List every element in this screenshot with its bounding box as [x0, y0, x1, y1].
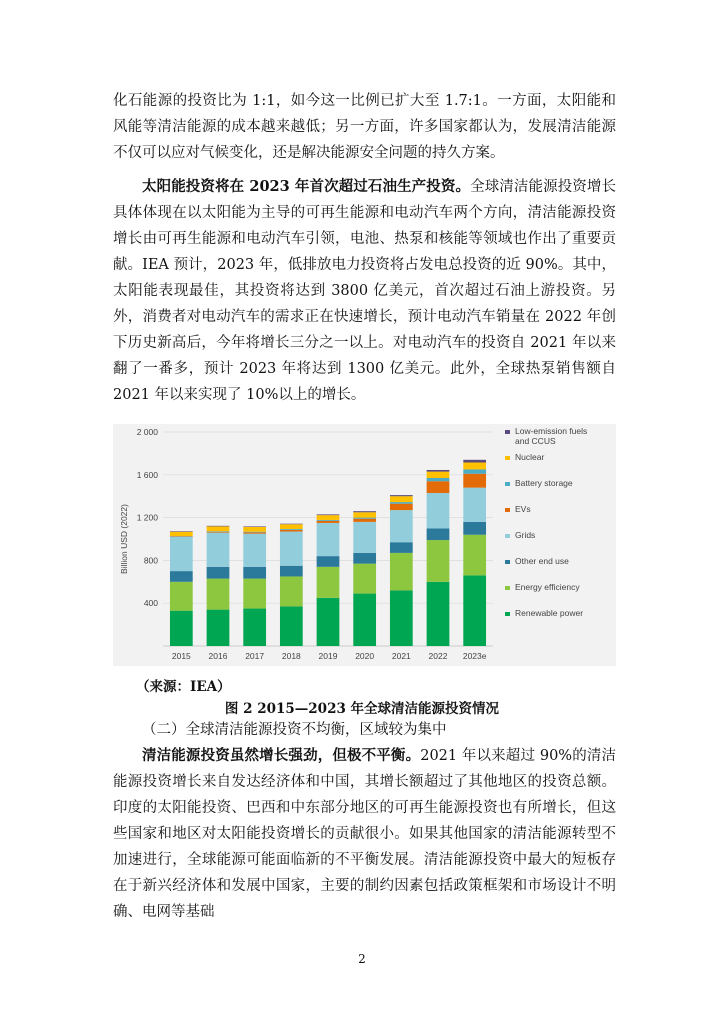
paragraph-solar-investment: [113, 174, 616, 408]
bar-segment: [207, 610, 230, 646]
y-axis-title: Billion USD (2022): [119, 504, 129, 574]
bar-segment: [353, 518, 376, 519]
paragraph-lead: 太阳能投资将在 2023 年首次超过石油生产投资。: [142, 178, 471, 195]
bar-segment: [243, 526, 266, 527]
bar-segment: [243, 534, 266, 567]
legend-label: Energy efficiency: [515, 582, 580, 592]
bar-segment: [170, 537, 193, 571]
bar-segment: [390, 553, 413, 590]
paragraph-imbalance: [113, 743, 616, 925]
bar-segment: [463, 575, 486, 646]
bar-segment: [317, 556, 340, 567]
bar-segment: [353, 594, 376, 646]
bar-segment: [427, 472, 450, 478]
bar-segment: [243, 567, 266, 579]
bar-segment: [463, 522, 486, 535]
legend-swatch: [505, 430, 510, 434]
legend-label: Battery storage: [515, 478, 573, 488]
x-tick-label: 2019: [318, 651, 338, 661]
x-tick-label: 2023e: [462, 651, 487, 661]
bar-segment: [170, 536, 193, 537]
paragraph-body: 全球清洁能源投资增长具体体现在以太阳能为主导的可再生能源和电动汽车两个方向，清洁能源投资增长由可再生能源和电动汽车引领，电池、热泵和核能等领域也作出了重要贡献。IEA 预计，2023 年，低排放电力投资将占发电总投资的近 90%。其中，太阳能表现最佳，其投资将达到 3800 亿美元，首次超过石油上游投资。另外，消费者对电动汽车的需求正在快速增长，预计电动汽车销量在 2022 年创下历史新高后，今年将增长三分之一以上。对电动汽车的投资自 2021 年以来翻了一番多，预计 2023 年将达到 1300 亿美元。此外，全球热泵销售额自 2021 年以来实现了 10%以上的增长。: [113, 179, 617, 403]
bar-segment: [463, 460, 486, 463]
y-tick-label: 400: [143, 598, 158, 609]
bar-segment: [207, 533, 230, 567]
bar-segment: [207, 532, 230, 533]
legend-swatch: [505, 586, 510, 590]
x-tick-label: 2020: [355, 651, 375, 661]
x-tick-label: 2018: [281, 651, 301, 661]
bar-segment: [427, 481, 450, 493]
legend-label: Other end use: [515, 556, 569, 566]
bar-segment: [390, 504, 413, 510]
bar-segment: [207, 531, 230, 532]
bar-segment: [353, 519, 376, 522]
bar-segment: [317, 567, 340, 598]
bar-segment: [243, 532, 266, 533]
paragraph-continued: 化石能源的投资比为 1:1，如今这一比例已扩大至 1.7:1。一方面，太阳能和风能等清洁能源的成本越来越低；另一方面，许多国家都认为，发展清洁能源不仅可以应对气候变化，还是解决能源安全问题的持久方案。: [113, 93, 616, 161]
paragraph-body: 2021 年以来超过 90%的清洁能源投资增长来自发达经济体和中国，其增长额超过了其他地区的投资总额。印度的太阳能投资、巴西和中东部分地区的可再生能源投资也有所增长，但这些国家和地区对太阳能投资增长的贡献很小。如果其他国家的清洁能源转型不加速进行，全球能源可能面临新的不平衡发展。清洁能源投资中最大的短板存在于新兴经济体和发展中国家，主要的制约因素包括政策框架和市场设计不明确、电网等基础: [113, 748, 616, 920]
bar-segment: [317, 520, 340, 521]
bar-segment: [243, 609, 266, 646]
section-subheading: （二）全球清洁能源投资不均衡，区域较为集中: [142, 722, 447, 738]
bar-segment: [317, 598, 340, 646]
bar-segment: [317, 515, 340, 520]
y-tick-label: 1 200: [136, 512, 158, 523]
y-tick-label: 800: [143, 555, 158, 566]
x-tick-label: 2017: [245, 651, 265, 661]
bar-segment: [243, 532, 266, 533]
bar-segment: [280, 566, 303, 577]
bar-segment: [207, 526, 230, 527]
x-tick-label: 2021: [391, 651, 411, 661]
bar-segment: [317, 521, 340, 523]
bar-segment: [427, 582, 450, 646]
bar-segment: [170, 571, 193, 582]
bar-segment: [207, 579, 230, 610]
bar-segment: [280, 576, 303, 606]
legend-swatch: [505, 508, 510, 512]
x-tick-label: 2022: [428, 651, 448, 661]
bar-segment: [390, 542, 413, 553]
bar-segment: [463, 535, 486, 576]
bar-segment: [353, 564, 376, 594]
bar-segment: [280, 529, 303, 530]
legend-label: Grids: [515, 530, 536, 540]
legend-label: Renewable power: [515, 608, 584, 618]
legend-swatch: [505, 534, 510, 538]
legend-swatch: [505, 482, 510, 486]
x-tick-label: 2016: [208, 651, 228, 661]
bar-segment: [427, 478, 450, 481]
bar-segment: [170, 582, 193, 611]
bar-segment: [207, 567, 230, 579]
bar-segment: [280, 532, 303, 566]
bar-segment: [427, 540, 450, 582]
bar-segment: [390, 502, 413, 504]
bar-segment: [243, 527, 266, 532]
bar-segment: [463, 488, 486, 522]
bar-segment: [463, 474, 486, 488]
investment-chart: [113, 424, 616, 666]
bar-segment: [170, 611, 193, 646]
bar-segment: [207, 526, 230, 531]
bar-segment: [280, 530, 303, 532]
legend-label: Nuclear: [515, 452, 545, 462]
bar-segment: [280, 524, 303, 525]
y-tick-label: 2 000: [136, 427, 158, 437]
bar-segment: [353, 512, 376, 517]
bar-segment: [390, 590, 413, 646]
x-tick-label: 2015: [171, 651, 191, 661]
bar-segment: [170, 531, 193, 532]
page-number: 2: [358, 952, 366, 966]
bar-segment: [317, 514, 340, 515]
bar-segment: [390, 510, 413, 542]
bar-segment: [463, 469, 486, 473]
bar-segment: [317, 523, 340, 556]
legend-swatch: [505, 456, 510, 460]
bar-segment: [390, 495, 413, 496]
legend-swatch: [505, 560, 510, 564]
bar-segment: [170, 532, 193, 536]
bar-segment: [427, 528, 450, 540]
y-tick-label: 1 600: [136, 469, 158, 480]
bar-segment: [390, 496, 413, 502]
bar-segment: [280, 524, 303, 529]
paragraph-lead: 清洁能源投资虽然增长强劲，但极不平衡。: [142, 747, 421, 764]
bar-segment: [463, 462, 486, 469]
bar-segment: [243, 579, 266, 609]
stacked-bar-chart: [113, 424, 616, 666]
bar-segment: [427, 470, 450, 472]
bar-segment: [353, 511, 376, 512]
bar-segment: [353, 553, 376, 564]
legend-label: Low-emission fuels: [515, 426, 588, 436]
figure-caption: 图 2 2015—2023 年全球清洁能源投资情况: [224, 701, 500, 717]
legend-swatch: [505, 612, 510, 616]
legend-label: EVs: [515, 504, 531, 514]
legend-label: and CCUS: [515, 436, 556, 446]
bar-segment: [427, 493, 450, 528]
bar-segment: [353, 522, 376, 553]
bar-segment: [280, 606, 303, 646]
source-note: （来源：IEA）: [136, 679, 231, 695]
